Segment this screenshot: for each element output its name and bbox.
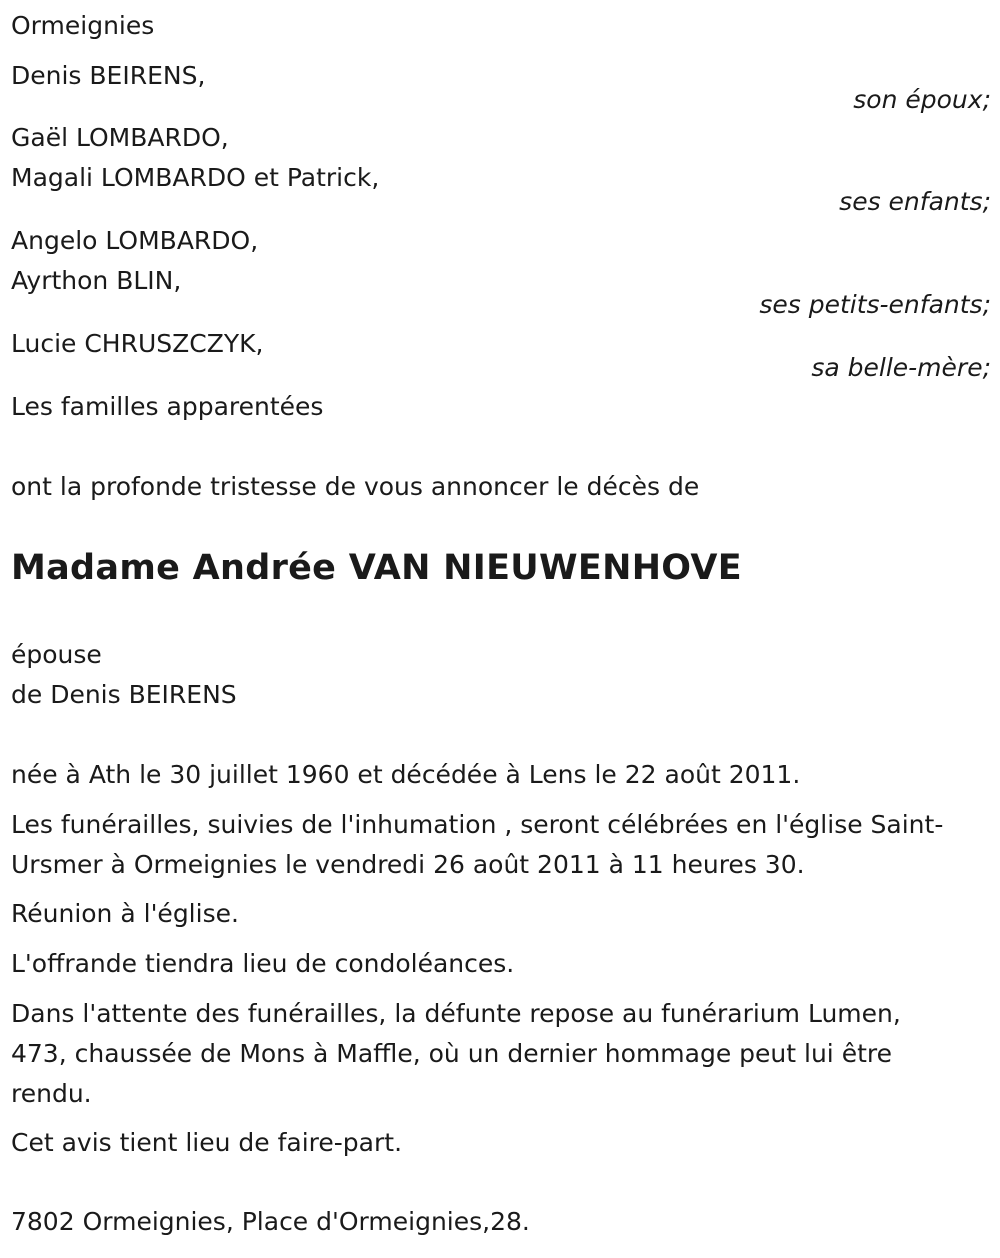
family-group-grandchildren [11, 221, 991, 325]
family-name: Ayrthon BLIN, [11, 266, 182, 295]
address-line: 7802 Ormeignies, Place d'Ormeignies,28. [11, 1207, 530, 1236]
announcement-text: ont la profonde tristesse de vous annoncer le décès de [11, 472, 700, 501]
family-group-mother-in-law [11, 324, 991, 388]
funeral-line-2: Ursmer à Ormeignies le vendredi 26 août 2011 à 11 heures 30. [11, 850, 805, 879]
deceased-name: Madame Andrée VAN NIEUWENHOVE [11, 548, 743, 588]
relation-label: ses petits-enfants; [759, 290, 991, 319]
birth-death-line: née à Ath le 30 juillet 1960 et décédée à Lens le 22 août 2011. [11, 760, 801, 789]
offering-line: L'offrande tiendra lieu de condoléances. [11, 949, 515, 978]
rest-line-1: Dans l'attente des funérailles, la défunte repose au funérarium Lumen, [11, 999, 901, 1028]
family-group-spouse [11, 56, 991, 120]
relation-label: sa belle-mère; [811, 353, 991, 382]
relation-label: ses enfants; [839, 187, 991, 216]
rest-line-3: rendu. [11, 1079, 92, 1108]
relation-label: son époux; [853, 85, 991, 114]
family-name: Magali LOMBARDO et Patrick, [11, 163, 380, 192]
family-name: Denis BEIRENS, [11, 61, 206, 90]
families-line: Les familles apparentées [11, 392, 324, 421]
family-name: Gaël LOMBARDO, [11, 123, 229, 152]
family-name: Angelo LOMBARDO, [11, 226, 259, 255]
rest-line-2: 473, chaussée de Mons à Maffle, où un dernier hommage peut lui être [11, 1039, 892, 1068]
funeral-line-1: Les funérailles, suivies de l'inhumation , seront célébrées en l'église Saint- [11, 810, 944, 839]
spouse-line-2: de Denis BEIRENS [11, 680, 237, 709]
spouse-line-1: épouse [11, 640, 102, 669]
meeting-line: Réunion à l'église. [11, 899, 239, 928]
family-name: Lucie CHRUSZCZYK, [11, 329, 264, 358]
notice-line: Cet avis tient lieu de faire-part. [11, 1128, 403, 1157]
place-heading: Ormeignies [11, 11, 155, 40]
family-group-children [11, 118, 991, 222]
